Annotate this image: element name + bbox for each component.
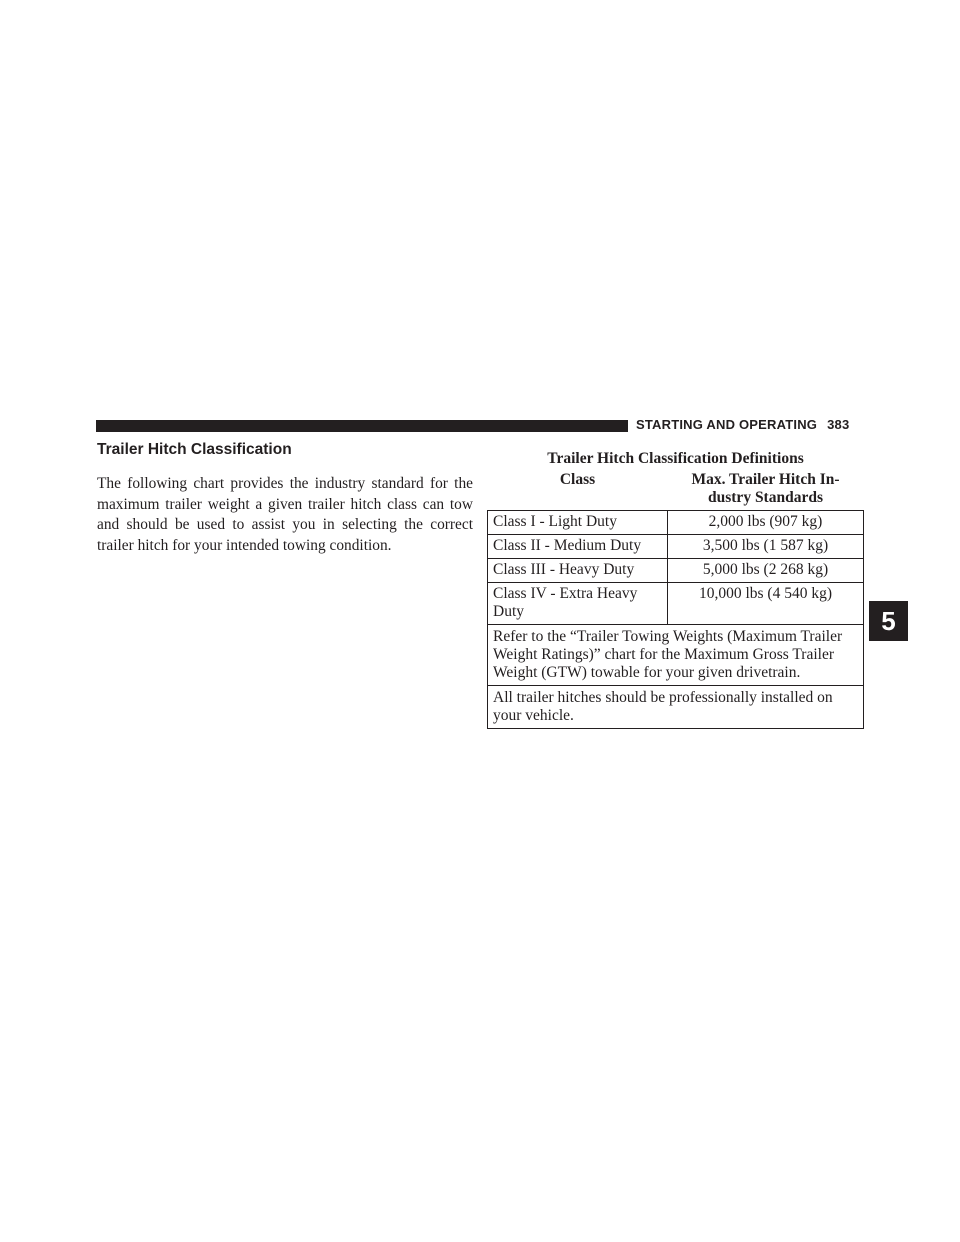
class-cell: Class IV - Extra Heavy Duty [488,583,668,625]
table-note-row [488,686,864,729]
class-cell: Class II - Medium Duty [488,535,668,559]
table-note: Refer to the “Trailer Towing Weights (Maximum Trailer Weight Ratings)” chart for the Maximum Gross Trailer Weight (GTW) towable for your given drivetrain. [488,625,864,686]
weight-cell: 3,500 lbs (1 587 kg) [668,535,864,559]
weight-cell: 2,000 lbs (907 kg) [668,511,864,535]
running-header [636,417,849,432]
table-row [488,511,864,535]
table-row [488,583,864,625]
weight-cell: 10,000 lbs (4 540 kg) [668,583,864,625]
column-header-max: Max. Trailer Hitch In- dustry Standards [691,471,840,506]
table-note-row [488,625,864,686]
table-header-row [488,471,864,511]
hitch-classification-table [487,446,864,729]
table-note: All trailer hitches should be professionally installed on your vehicle. [488,686,864,729]
header-rule [96,420,628,432]
class-cell: Class I - Light Duty [488,511,668,535]
weight-cell: 5,000 lbs (2 268 kg) [668,559,864,583]
class-cell: Class III - Heavy Duty [488,559,668,583]
section-name: STARTING AND OPERATING [636,417,818,432]
table-row [488,535,864,559]
intro-paragraph: The following chart provides the industry standard for the maximum trailer weight a given trailer hitch class can tow and should be used to assist you in selecting the correct trailer hitch for your intended towing condition. [97,475,473,554]
column-header-class: Class [559,471,596,488]
page-number: 383 [827,417,850,432]
table-row [488,559,864,583]
chapter-tab: 5 [869,601,908,641]
section-heading: Trailer Hitch Classification [97,441,292,458]
table-title: Trailer Hitch Classification Definitions [547,450,804,467]
